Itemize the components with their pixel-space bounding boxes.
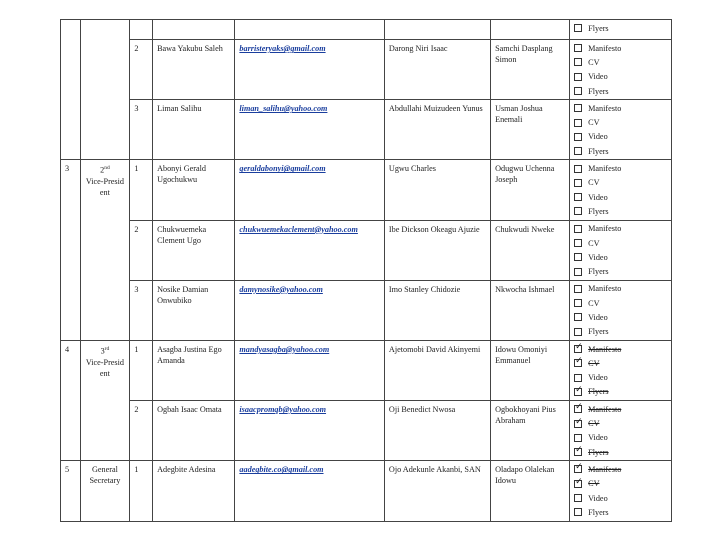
unchecked-box-icon[interactable] — [574, 179, 582, 187]
document-label: Video — [588, 493, 608, 503]
document-checkbox-item[interactable] — [574, 385, 667, 399]
nominations-table — [60, 19, 672, 522]
table-row — [61, 220, 672, 280]
seconder-cell: Usman Joshua Enemali — [491, 100, 570, 160]
document-checkbox-item[interactable] — [574, 130, 667, 144]
document-label: Flyers — [588, 327, 609, 337]
document-label: Manifesto — [588, 284, 622, 294]
unchecked-box-icon[interactable] — [574, 313, 582, 321]
document-checkbox-item[interactable] — [574, 431, 667, 445]
document-checkbox-item[interactable] — [574, 144, 667, 158]
email-cell — [235, 401, 385, 461]
documents-cell — [570, 401, 672, 461]
proposer-cell: Ugwu Charles — [384, 160, 490, 220]
document-checkbox-item[interactable] — [574, 115, 667, 129]
proposer-cell: Ojo Adekunle Akanbi, SAN — [384, 461, 490, 521]
unchecked-box-icon[interactable] — [574, 299, 582, 307]
document-label: Manifesto — [588, 164, 622, 174]
table-row — [61, 340, 672, 400]
candidate-number-cell: 2 — [130, 40, 153, 100]
document-checkbox-item[interactable] — [574, 310, 667, 324]
seconder-cell: Odugwu Uchenna Joseph — [491, 160, 570, 220]
candidate-number-cell: 2 — [130, 220, 153, 280]
document-checkbox-item[interactable] — [574, 204, 667, 218]
seconder-cell: Samchi Dasplang Simon — [491, 40, 570, 100]
candidate-name-cell: Chukwuemeka Clement Ugo — [153, 220, 235, 280]
proposer-cell: Imo Stanley Chidozie — [384, 280, 490, 340]
documents-cell — [570, 40, 672, 100]
candidate-name-cell: Adegbite Adesina — [153, 461, 235, 521]
email-link[interactable]: geraldabonyi@gmail.com — [239, 164, 326, 174]
serial-number-cell — [61, 20, 81, 160]
documents-cell — [570, 20, 672, 40]
document-label: Flyers — [588, 507, 609, 517]
document-checkbox-item[interactable] — [574, 101, 667, 115]
email-link[interactable]: mandyasagba@yahoo.com — [239, 344, 330, 354]
document-label: Video — [588, 132, 608, 142]
document-label: Flyers — [588, 206, 609, 216]
seconder-cell: Ogbokhoyani Pius Abraham — [491, 401, 570, 461]
unchecked-box-icon[interactable] — [574, 133, 582, 141]
candidate-name-cell: Ogbah Isaac Omata — [153, 401, 235, 461]
document-label: Manifesto — [588, 404, 622, 414]
candidate-name-cell: Abonyi Gerald Ugochukwu — [153, 160, 235, 220]
document-checkbox-item[interactable] — [574, 356, 667, 370]
table-row — [61, 280, 672, 340]
document-label: Flyers — [588, 86, 609, 96]
document-label: Flyers — [588, 146, 609, 156]
document-label: CV — [588, 298, 600, 308]
candidate-number-cell: 2 — [130, 401, 153, 461]
proposer-cell: Ibe Dickson Okeagu Ajuzie — [384, 220, 490, 280]
email-link[interactable]: isaacpromqb@yahoo.com — [239, 405, 327, 415]
unchecked-box-icon[interactable] — [574, 268, 582, 276]
document-checkbox-item[interactable] — [574, 236, 667, 250]
candidate-name-cell — [153, 20, 235, 40]
unchecked-box-icon[interactable] — [574, 193, 582, 201]
unchecked-box-icon[interactable] — [574, 147, 582, 155]
document-label: Video — [588, 72, 608, 82]
document-label: CV — [588, 57, 600, 67]
document-checkbox-item[interactable] — [574, 462, 667, 476]
proposer-cell: Oji Benedict Nwosa — [384, 401, 490, 461]
proposer-cell: Darong Niri Isaac — [384, 40, 490, 100]
unchecked-box-icon[interactable] — [574, 225, 582, 233]
unchecked-box-icon[interactable] — [574, 508, 582, 516]
office-cell — [80, 160, 130, 341]
serial-number-cell: 5 — [61, 461, 81, 521]
seconder-cell: Chukwudi Nweke — [491, 220, 570, 280]
checked-box-icon[interactable] — [574, 388, 582, 396]
document-label: CV — [588, 178, 600, 188]
email-link[interactable]: liman_salihu@yahoo.com — [239, 104, 328, 114]
unchecked-box-icon[interactable] — [574, 494, 582, 502]
unchecked-box-icon[interactable] — [574, 104, 582, 112]
unchecked-box-icon[interactable] — [574, 165, 582, 173]
office-name: Vice-Presid ent — [85, 357, 124, 378]
document-checkbox-item[interactable] — [574, 176, 667, 190]
unchecked-box-icon[interactable] — [574, 58, 582, 66]
proposer-cell: Abdullahi Muizudeen Yunus — [384, 100, 490, 160]
document-checkbox-item[interactable] — [574, 282, 667, 296]
document-label: CV — [588, 118, 600, 128]
document-checkbox-item[interactable] — [574, 55, 667, 69]
checked-box-icon[interactable] — [574, 359, 582, 367]
email-cell — [235, 340, 385, 400]
unchecked-box-icon[interactable] — [574, 119, 582, 127]
seconder-cell: Nkwocha Ishmael — [491, 280, 570, 340]
document-checkbox-item[interactable] — [574, 325, 667, 339]
email-cell — [235, 160, 385, 220]
candidate-number-cell: 3 — [130, 280, 153, 340]
document-checkbox-item[interactable] — [574, 21, 667, 35]
documents-cell — [570, 100, 672, 160]
document-checkbox-item[interactable] — [574, 445, 667, 459]
document-label: Manifesto — [588, 43, 622, 53]
email-link[interactable]: aadegbite.co@gmail.com — [239, 465, 324, 475]
documents-cell — [570, 340, 672, 400]
office-cell — [80, 461, 130, 521]
document-label: Manifesto — [588, 464, 622, 474]
candidate-name-cell: Asagba Justina Ego Amanda — [153, 340, 235, 400]
table-row — [61, 40, 672, 100]
candidate-number-cell: 1 — [130, 461, 153, 521]
office-cell — [80, 340, 130, 460]
table-row — [61, 461, 672, 521]
document-checkbox-item[interactable] — [574, 402, 667, 416]
unchecked-box-icon[interactable] — [574, 434, 582, 442]
seconder-cell: Oladapo Olalekan Idowu — [491, 461, 570, 521]
table-row — [61, 401, 672, 461]
document-label: CV — [588, 238, 600, 248]
document-label: Flyers — [588, 267, 609, 277]
document-label: Manifesto — [588, 224, 622, 234]
documents-cell — [570, 461, 672, 521]
serial-number-cell: 4 — [61, 340, 81, 460]
document-checkbox-item[interactable] — [574, 342, 667, 356]
document-label: Video — [588, 373, 608, 383]
email-cell — [235, 20, 385, 40]
document-label: Manifesto — [588, 344, 622, 354]
email-link[interactable]: damynosike@yahoo.com — [239, 284, 323, 294]
document-label: Video — [588, 433, 608, 443]
document-label: Flyers — [588, 447, 609, 457]
candidate-number-cell — [130, 20, 153, 40]
seconder-cell — [491, 20, 570, 40]
document-checkbox-item[interactable] — [574, 222, 667, 236]
office-name: General Secretary — [89, 465, 121, 486]
document-checkbox-item[interactable] — [574, 505, 667, 519]
document-checkbox-item[interactable] — [574, 491, 667, 505]
candidate-number-cell: 1 — [130, 160, 153, 220]
email-cell — [235, 461, 385, 521]
documents-cell — [570, 160, 672, 220]
document-checkbox-item[interactable] — [574, 190, 667, 204]
document-checkbox-item[interactable] — [574, 371, 667, 385]
unchecked-box-icon[interactable] — [574, 239, 582, 247]
email-cell — [235, 100, 385, 160]
candidate-number-cell: 1 — [130, 340, 153, 400]
proposer-cell — [384, 20, 490, 40]
candidate-name-cell: Liman Salihu — [153, 100, 235, 160]
document-label: Flyers — [588, 387, 609, 397]
table-body — [61, 20, 672, 522]
serial-number-cell: 3 — [61, 160, 81, 341]
email-cell — [235, 280, 385, 340]
table-row — [61, 100, 672, 160]
document-checkbox-item[interactable] — [574, 477, 667, 491]
document-label: Flyers — [588, 23, 609, 33]
document-checkbox-item[interactable] — [574, 41, 667, 55]
checked-box-icon[interactable] — [574, 465, 582, 473]
email-link[interactable]: chukwuemekaclement@yahoo.com — [239, 224, 358, 234]
document-label: Video — [588, 192, 608, 202]
email-link[interactable]: barristeryaks@gmail.com — [239, 44, 326, 53]
unchecked-box-icon[interactable] — [574, 24, 582, 32]
checked-box-icon[interactable] — [574, 480, 582, 488]
office-name: Vice-Presid ent — [85, 177, 124, 198]
table-row — [61, 160, 672, 220]
office-ordinal-suffix: rd — [104, 345, 110, 352]
unchecked-box-icon[interactable] — [574, 328, 582, 336]
unchecked-box-icon[interactable] — [574, 285, 582, 293]
document-checkbox-item[interactable] — [574, 70, 667, 84]
document-checkbox-item[interactable] — [574, 416, 667, 430]
office-ordinal: 3 — [100, 346, 105, 356]
unchecked-box-icon[interactable] — [574, 87, 582, 95]
document-label: Video — [588, 312, 608, 322]
document-label: Video — [588, 252, 608, 262]
unchecked-box-icon[interactable] — [574, 73, 582, 81]
table-row — [61, 20, 672, 40]
candidate-name-cell: Nosike Damian Onwubiko — [153, 280, 235, 340]
unchecked-box-icon[interactable] — [574, 253, 582, 261]
document-checkbox-item[interactable] — [574, 250, 667, 264]
office-ordinal-suffix: nd — [104, 165, 110, 172]
seconder-cell: Idowu Omoniyi Emmanuel — [491, 340, 570, 400]
unchecked-box-icon[interactable] — [574, 207, 582, 215]
document-label: CV — [588, 358, 600, 368]
document-label: Manifesto — [588, 103, 622, 113]
checked-box-icon[interactable] — [574, 345, 582, 353]
email-cell — [235, 40, 385, 100]
unchecked-box-icon[interactable] — [574, 374, 582, 382]
unchecked-box-icon[interactable] — [574, 44, 582, 52]
document-checkbox-item[interactable] — [574, 161, 667, 175]
checked-box-icon[interactable] — [574, 420, 582, 428]
checked-box-icon[interactable] — [574, 448, 582, 456]
documents-cell — [570, 220, 672, 280]
candidate-name-cell: Bawa Yakubu Saleh — [153, 40, 235, 100]
documents-cell — [570, 280, 672, 340]
office-cell — [80, 20, 130, 160]
checked-box-icon[interactable] — [574, 405, 582, 413]
document-label: CV — [588, 479, 600, 489]
email-cell — [235, 220, 385, 280]
document-checkbox-item[interactable] — [574, 296, 667, 310]
document-label: CV — [588, 419, 600, 429]
document-checkbox-item[interactable] — [574, 264, 667, 278]
proposer-cell: Ajetomobi David Akinyemi — [384, 340, 490, 400]
office-ordinal: 2 — [100, 166, 105, 176]
document-checkbox-item[interactable] — [574, 84, 667, 98]
candidate-number-cell: 3 — [130, 100, 153, 160]
